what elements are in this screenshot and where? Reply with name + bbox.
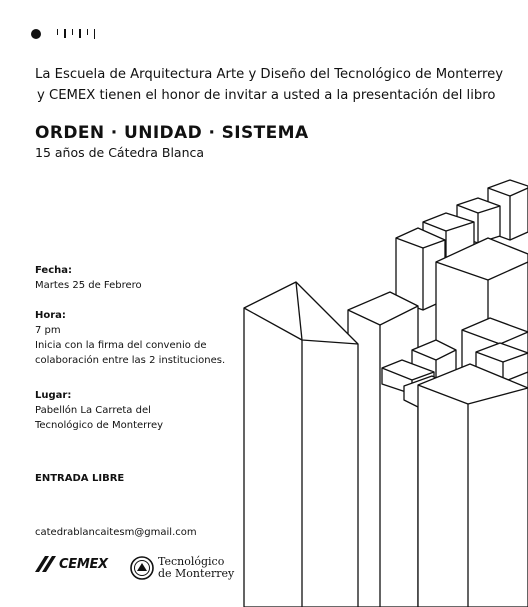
intro-line-1: La Escuela de Arquitectura Arte y Diseño del Tecnológico de Monterrey (35, 67, 504, 82)
lugar-line-1: Pabellón La Carreta del (35, 405, 151, 416)
lugar-line-2: Tecnológico de Monterrey (35, 420, 164, 431)
contact-email[interactable]: catedrablancaitesm@gmail.com (35, 527, 197, 538)
hora-value: 7 pm (35, 325, 61, 336)
tec-name-line-1: Tecnológico (158, 555, 225, 568)
entrada-libre: ENTRADA LIBRE (35, 473, 125, 484)
hora-note-line-1: Inicia con la firma del convenio de (35, 340, 207, 351)
tec-name-line-2: de Monterrey (158, 567, 235, 580)
lugar-label: Lugar: (35, 390, 72, 401)
hora-note-line-2: colaboración entre las 2 instituciones. (35, 355, 226, 366)
fecha-value: Martes 25 de Febrero (35, 280, 142, 291)
book-title: ORDEN · UNIDAD · SISTEMA (35, 123, 309, 143)
intro-line-2: y CEMEX tienen el honor de invitar a usted a la presentación del libro (37, 88, 496, 103)
fecha-label: Fecha: (35, 265, 73, 276)
hora-label: Hora: (35, 310, 66, 321)
cemex-wordmark: CEMEX (59, 556, 108, 572)
book-subtitle: 15 años de Cátedra Blanca (35, 145, 205, 160)
